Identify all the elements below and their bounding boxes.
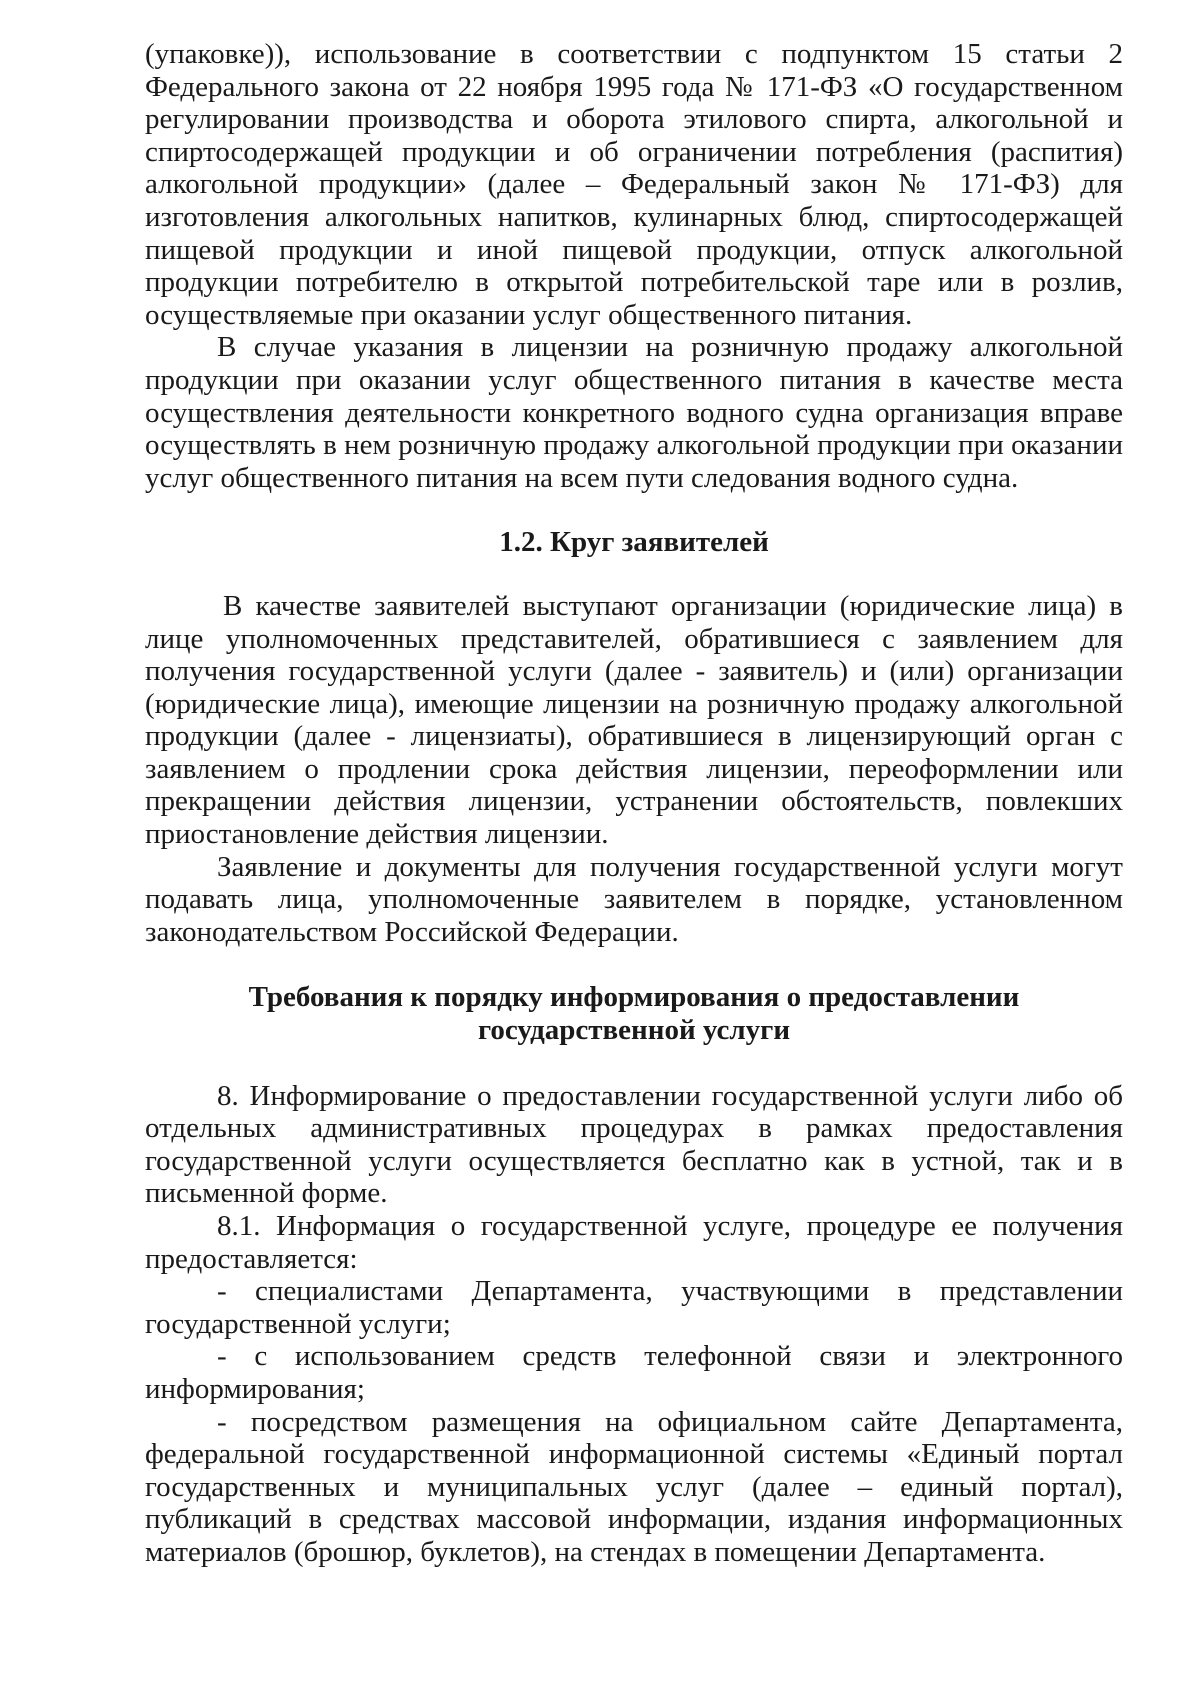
document-page bbox=[145, 38, 1123, 1569]
paragraph-vessel: В случае указания в лицензии на розничную продажу алкогольной продукции при оказании услуг общественного питания в качестве места осуществления деятельности конкретного водного судна организация вправе осуществлять в нем розничную продажу алкогольной продукции при оказании услуг общественного питания на всем пути следования водного судна. bbox=[145, 331, 1123, 494]
list-item-website: - посредством размещения на официальном сайте Департамента, федеральной государственной информационной системы «Единый портал государственных и муниципальных услуг (далее – единый портал), публикаций в средствах массовой информации, издания информационных материалов (брошюр, буклетов), на стендах в помещении Департамента. bbox=[145, 1405, 1123, 1568]
list-item-telephone: - с использованием средств телефонной связи и электронного информирования; bbox=[145, 1340, 1123, 1405]
paragraph-item-8-1: 8.1. Информация о государственной услуге, процедуре ее получения предоставляется: bbox=[145, 1210, 1123, 1275]
section-heading-informing-line1: Требования к порядку информирования о предоставлении bbox=[248, 981, 1020, 1014]
section-heading-applicants: 1.2. Круг заявителей bbox=[499, 526, 769, 559]
section-heading-informing-line2: государственной услуги bbox=[477, 1014, 791, 1047]
paragraph-authorized-persons: Заявление и документы для получения государственной услуги могут подавать лица, уполномоченные заявителем в порядке, установленном законодательством Российской Федерации. bbox=[145, 850, 1123, 948]
paragraph-item-8: 8. Информирование о предоставлении государственной услуги либо об отдельных административных процедурах в рамках предоставления государственной услуги осуществляется бесплатно как в устной, так и в письменной форме. bbox=[145, 1079, 1123, 1210]
list-item-specialists: - специалистами Департамента, участвующими в представлении государственной услуги; bbox=[145, 1275, 1123, 1340]
paragraph-continuation: (упаковке)), использование в соответствии с подпунктом 15 статьи 2 Федерального закона от 22 ноября 1995 года № 171-ФЗ «О государственном регулировании производства и оборота этилового спирта, алкогольной и спиртосодержащей продукции и об ограничении потребления (распития) алкогольной продукции» (далее – Федеральный закон № 171-ФЗ) для изготовления алкогольных напитков, кулинарных блюд, спиртосодержащей пищевой продукции и иной пищевой продукции, отпуск алкогольной продукции потребителю в открытой потребительской таре или в розлив, осуществляемые при оказании услуг общественного питания. bbox=[145, 38, 1123, 331]
paragraph-applicants: В качестве заявителей выступают организации (юридические лица) в лице уполномоченных представителей, обратившиеся с заявлением для получения государственной услуги (далее - заявитель) и (или) организации (юридические лица), имеющие лицензии на розничную продажу алкогольной продукции (далее - лицензиаты), обратившиеся в лицензирующий орган с заявлением о продлении срока действия лицензии, переоформлении или прекращении действия лицензии, устранении обстоятельств, повлекших приостановление действия лицензии. bbox=[145, 589, 1123, 851]
